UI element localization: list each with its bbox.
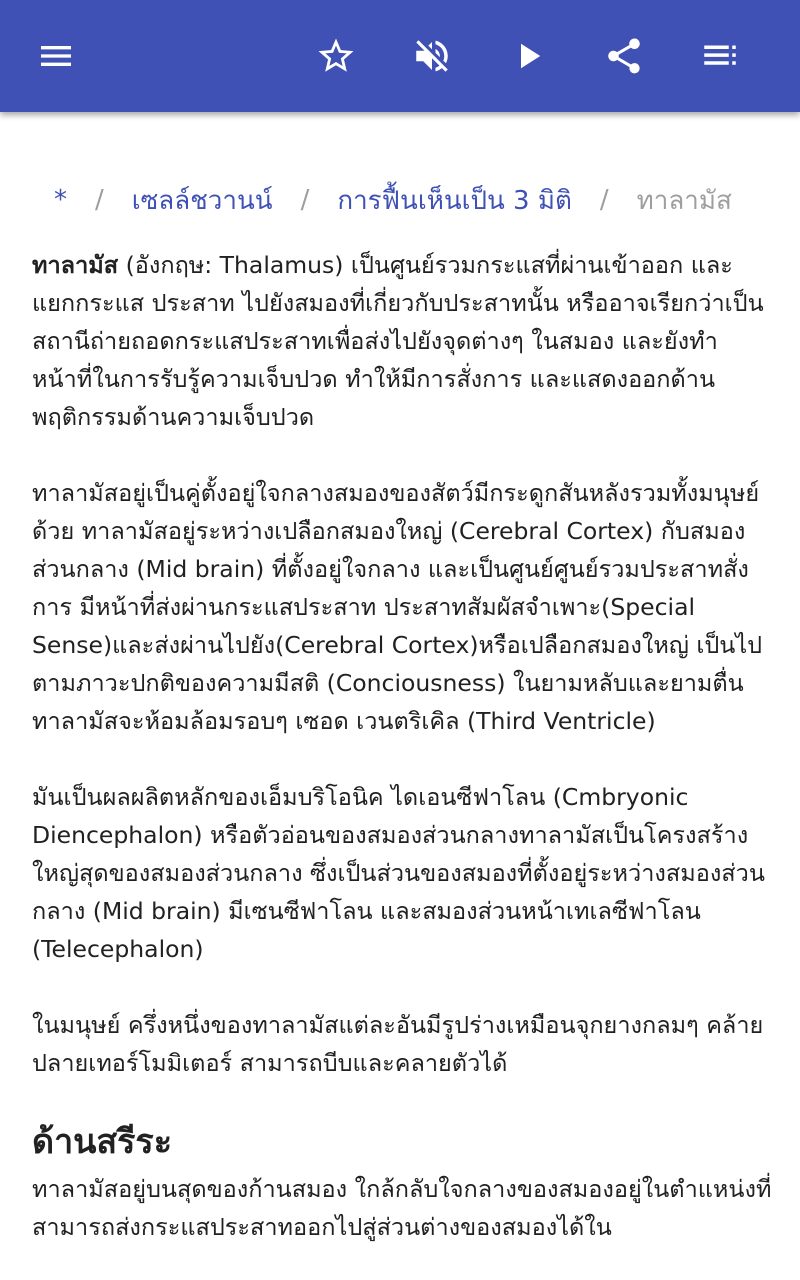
star-outline-icon xyxy=(315,35,357,77)
play-button[interactable] xyxy=(496,24,560,88)
contents-button[interactable] xyxy=(688,24,752,88)
article-term: ทาลามัส xyxy=(32,251,119,279)
article-paragraph: ทาลามัสอยู่เป็นคู่ตั้งอยู่ใจกลางสมองของสัตว์มีกระดูกสันหลังรวมทั้งมนุษย์ด้วย ทาลามัสอยู่ระหว่างเปลือกสมองใหญ่ (Cerebral Cortex) กับสมองส่วนกลาง (Mid brain) ที่ตั้งอยู่ใจกลาง และเป็นศูนย์ศูนย์รวมประสาทสั่งการ มีหน้าที่ส่งผ่านกระแสประสาท ประสาทสัมผัสจำเพาะ(Special Sense)และส่งผ่านไปยัง(Cerebral Cortex)หรือเปลือกสมองใหญ่ เป็นไปตามภาวะปกติของความมีสติ (Conciousness) ในยามหลับและยามตื่น ทาลามัสจะห้อมล้อมรอบๆ เซอด เวนตริเคิล (Third Ventricle) xyxy=(32,479,763,735)
breadcrumb-level1-link[interactable]: เซลล์ชวานน์ xyxy=(131,185,273,216)
section-heading: ด้านสรีระ xyxy=(32,1122,172,1162)
article-paragraph: มันเป็นผลผลิตหลักของเอ็มบริโอนิค ไดเอนซีฟาโลน (Cmbryonic Diencephalon) หรือตัวอ่อนของสมองส่วนกลางทาลามัสเป็นโครงสร้างใหญ่สุดของสมองส่วนกลาง ซึ่งเป็นส่วนของสมองที่ตั้งอยู่ระหว่างสมองส่วนกลาง (Mid brain) มีเซนซีฟาโลน และสมองส่วนหน้าเทเลซีฟาโลน (Telecephalon) xyxy=(32,783,765,963)
share-icon xyxy=(603,35,645,77)
volume-off-icon xyxy=(411,35,453,77)
breadcrumb-separator: / xyxy=(599,185,609,215)
playlist-icon xyxy=(699,35,741,77)
breadcrumb xyxy=(54,180,772,220)
breadcrumb-current: ทาลามัส xyxy=(636,185,732,216)
article-paragraph-text: (อังกฤษ: Thalamus) เป็นศูนย์รวมกระแสที่ผ่านเข้าออก และแยกกระแส ประสาท ไปยังสมองที่เกี่ยวกับประสาทนั้น หรืออาจเรียกว่าเป็นสถานีถ่ายถอดกระแสประสาทเพื่อส่งไปยังจุดต่างๆ ในสมอง และยังทำหน้าที่ในการรับรู้ความเจ็บปวด ทำให้มีการสั่งการ และแสดงออกด้านพฤติกรรมด้านความเจ็บปวด xyxy=(32,251,764,431)
article-paragraph: ทาลามัสอยู่บนสุดของก้านสมอง ใกล้กลับใจกลางของสมองอยู่ในตำแหน่งที่สามารถส่งกระแสประสาทออกไปสู่ส่วนต่างของสมองได้ใน xyxy=(32,1175,772,1241)
breadcrumb-separator: / xyxy=(95,185,104,215)
favorite-button[interactable] xyxy=(304,24,368,88)
article-paragraph xyxy=(32,246,772,436)
play-icon xyxy=(507,35,549,77)
breadcrumb-separator: / xyxy=(300,185,310,215)
app-bar xyxy=(0,0,800,112)
menu-button[interactable] xyxy=(24,24,88,88)
breadcrumb-home-link[interactable]: * xyxy=(54,185,67,215)
article-content xyxy=(32,112,772,1246)
breadcrumb-level2-link[interactable]: การฟื้นเห็นเป็น 3 มิติ xyxy=(337,185,572,216)
menu-icon xyxy=(36,36,76,76)
mute-button[interactable] xyxy=(400,24,464,88)
share-button[interactable] xyxy=(592,24,656,88)
article-paragraph: ในมนุษย์ ครึ่งหนึ่งของทาลามัสแต่ละอันมีรูปร่างเหมือนจุกยางกลมๆ คล้ายปลายเทอร์โมมิเตอร์ สามารถบีบและคลายตัวได้ xyxy=(32,1011,764,1077)
